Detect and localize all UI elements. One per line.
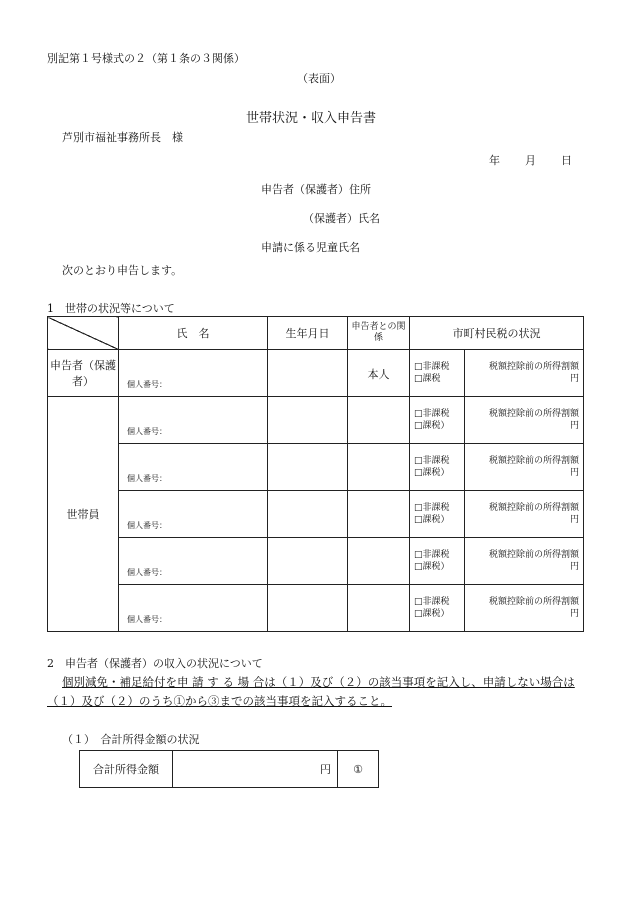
deduction-cell[interactable]	[465, 491, 584, 538]
applicant-address-label: 申告者（保護者）住所	[261, 183, 371, 196]
tax-status-cell[interactable]	[410, 491, 465, 538]
tax-status-cell[interactable]	[410, 444, 465, 491]
mynumber-label: 個人番号：	[119, 350, 268, 397]
deduction-cell[interactable]	[465, 538, 584, 585]
page-title: 世帯状況・収入申告書	[246, 111, 377, 126]
form-reference: 別記第１号様式の２（第１条の３関係）	[47, 52, 245, 65]
member-row	[48, 491, 584, 538]
taxed-checkbox[interactable]: □課税	[414, 374, 441, 384]
applicant-name-label: （保護者）氏名	[303, 212, 380, 225]
dob-cell[interactable]	[268, 585, 348, 632]
member-row	[48, 585, 584, 632]
yen-unit: 円	[569, 562, 579, 572]
section2-note-line1: 個別減免・補足給付を申 請 す る 場 合は（１）及び（２）の該当事項を記入し、申請しない場合は	[62, 675, 575, 689]
relation-self: 本人	[348, 350, 410, 397]
header-name: 氏 名	[119, 317, 268, 350]
deduction-label: 税額控除前の所得割額	[488, 362, 579, 372]
header-tax-status: 市町村民税の状況	[410, 317, 584, 350]
nontax-checkbox[interactable]: □非課税	[414, 409, 450, 419]
yen-unit: 円	[569, 515, 579, 525]
relation-cell[interactable]	[348, 491, 410, 538]
dob-cell[interactable]	[268, 538, 348, 585]
deduction-label: 税額控除前の所得割額	[488, 409, 579, 419]
member-row	[48, 397, 584, 444]
tax-status-cell[interactable]	[410, 350, 465, 397]
members-label: 世帯員	[48, 397, 119, 632]
yen-unit: 円	[569, 609, 579, 619]
deduction-cell[interactable]	[465, 397, 584, 444]
taxed-checkbox[interactable]: □課税）	[414, 468, 450, 478]
member-row	[48, 538, 584, 585]
date-day: 日	[561, 154, 572, 167]
deduction-label: 税額控除前の所得割額	[488, 550, 579, 560]
yen-unit: 円	[569, 421, 579, 431]
table-header-row	[48, 317, 584, 350]
mynumber-label: 個人番号：	[119, 491, 268, 538]
total-income-table	[79, 750, 379, 788]
deduction-cell[interactable]	[465, 350, 584, 397]
reporter-row	[48, 350, 584, 397]
yen-unit: 円	[569, 374, 579, 384]
child-name-label: 申請に係る児童氏名	[261, 241, 360, 254]
section2-note-line2: （１）及び（２）のうち①から③までの該当事項を記入すること。	[47, 694, 392, 708]
subsection1-heading: （１） 合計所得金額の状況	[62, 733, 200, 746]
nontax-checkbox[interactable]: □非課税	[414, 550, 450, 560]
dob-cell[interactable]	[268, 444, 348, 491]
member-row	[48, 444, 584, 491]
deduction-cell[interactable]	[465, 585, 584, 632]
side-label: （表面）	[297, 72, 341, 85]
relation-cell[interactable]	[348, 397, 410, 444]
taxed-checkbox[interactable]: □課税）	[414, 421, 450, 431]
mynumber-label: 個人番号：	[119, 585, 268, 632]
household-table	[47, 316, 584, 632]
total-income-unit: 円	[320, 763, 331, 776]
corner-cell	[48, 317, 119, 350]
mynumber-label: 個人番号：	[119, 444, 268, 491]
relation-cell[interactable]	[348, 538, 410, 585]
tax-status-cell[interactable]	[410, 585, 465, 632]
taxed-checkbox[interactable]: □課税）	[414, 609, 450, 619]
yen-unit: 円	[569, 468, 579, 478]
reporter-label: 申告者（保護者）	[48, 350, 119, 397]
total-income-mark: ①	[338, 751, 379, 788]
mynumber-label: 個人番号：	[119, 538, 268, 585]
dob-cell[interactable]	[268, 350, 348, 397]
date-year: 年	[489, 154, 500, 167]
section2-heading: 2 申告者（保護者）の収入の状況について	[47, 657, 263, 670]
relation-cell[interactable]	[348, 585, 410, 632]
section1-heading: 1 世帯の状況等について	[47, 302, 175, 315]
nontax-checkbox[interactable]: □非課税	[414, 597, 450, 607]
mynumber-label: 個人番号：	[119, 397, 268, 444]
dob-cell[interactable]	[268, 397, 348, 444]
relation-cell[interactable]	[348, 444, 410, 491]
tax-status-cell[interactable]	[410, 538, 465, 585]
tax-status-cell[interactable]	[410, 397, 465, 444]
nontax-checkbox[interactable]: □非課税	[414, 456, 450, 466]
header-dob: 生年月日	[268, 317, 348, 350]
deduction-cell[interactable]	[465, 444, 584, 491]
header-relation: 申告者との関係	[348, 317, 410, 350]
total-income-label: 合計所得金額	[80, 751, 173, 788]
deduction-label: 税額控除前の所得割額	[488, 503, 579, 513]
date-month: 月	[525, 154, 536, 167]
deduction-label: 税額控除前の所得割額	[488, 456, 579, 466]
addressee: 芦別市福祉事務所長 様	[62, 131, 183, 144]
deduction-label: 税額控除前の所得割額	[488, 597, 579, 607]
taxed-checkbox[interactable]: □課税）	[414, 515, 450, 525]
nontax-checkbox[interactable]: □非課税	[414, 362, 450, 372]
total-income-field[interactable]	[173, 751, 338, 788]
taxed-checkbox[interactable]: □課税）	[414, 562, 450, 572]
intro-text: 次のとおり申告します。	[62, 264, 183, 277]
dob-cell[interactable]	[268, 491, 348, 538]
nontax-checkbox[interactable]: □非課税	[414, 503, 450, 513]
